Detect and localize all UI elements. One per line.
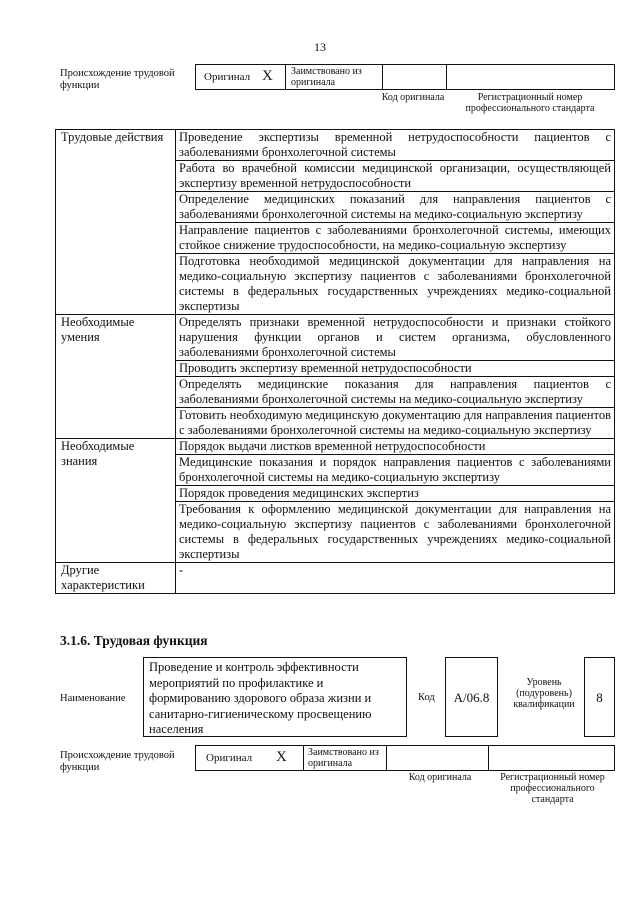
table-cell: Порядок выдачи листков временной нетрудоспособности: [176, 439, 615, 455]
page-number: 13: [314, 40, 326, 54]
original-label: Оригинал: [206, 752, 253, 764]
table-cell: Работа во врачебной комиссии медицинской организации, осуществляющей экспертизу временной нетрудоспособности: [176, 161, 615, 192]
table-row: [56, 439, 615, 455]
reg-caption: Регистрационный номер профессионального стандарта: [500, 772, 605, 805]
row-label: Необходимые знания: [56, 439, 176, 563]
code-caption: Код оригинала: [408, 772, 472, 783]
table-cell: Направление пациентов с заболеваниями бронхолегочной системы, имеющих стойкое снижение трудоспособности, на медико-социальную экспертизу: [176, 223, 615, 254]
table-row: [56, 315, 615, 361]
original-mark: X: [262, 68, 273, 84]
divider: [386, 745, 387, 771]
origin-label: Происхождение трудовой функции: [60, 750, 175, 773]
borrowed-label: Заимствовано из оригинала: [291, 66, 362, 88]
table-cell: Проводить экспертизу временной нетрудоспособности: [176, 361, 615, 377]
table-row: [56, 130, 615, 161]
table-cell: -: [176, 563, 615, 594]
divider: [382, 64, 383, 90]
level-value: 8: [584, 657, 615, 737]
table-cell: Медицинские показания и порядок направления пациентов с заболеваниями бронхолегочной системы на медико-социальную экспертизу: [176, 455, 615, 486]
table-cell: Проведение экспертизы временной нетрудоспособности пациентов с заболеваниями бронхолегочной системы: [176, 130, 615, 161]
table-cell: Требования к оформлению медицинской документации для направления на медико-социальную экспертизу пациентов с заболеваниями бронхолегочной системы в федеральных государственных учреждениях медико-социальной экспертизы: [176, 502, 615, 563]
borrowed-label: Заимствовано из оригинала: [308, 747, 379, 769]
divider: [446, 64, 447, 90]
table-cell: Порядок проведения медицинских экспертиз: [176, 486, 615, 502]
labor-function-table: [55, 129, 615, 594]
origin-table: [195, 64, 615, 90]
table-cell: Определение медицинских показаний для направления пациентов с заболеваниями бронхолегочной системы на медико-социальную экспертизу: [176, 192, 615, 223]
section-title: 3.1.6. Трудовая функция: [60, 633, 208, 648]
original-label: Оригинал: [204, 71, 251, 83]
table-cell: Определять признаки временной нетрудоспособности и признаки стойкого нарушения функции органов и систем организма, обусловленного заболеваниями бронхолегочной системы: [176, 315, 615, 361]
level-label: Уровень (подуровень) квалификации: [513, 677, 575, 710]
table-cell: Подготовка необходимой медицинской документации для направления на медико-социальную экспертизу пациентов с заболеваниями бронхолегочной системы в федеральных государственных учреждениях медико-социальной экспертизы: [176, 254, 615, 315]
original-mark: X: [276, 749, 287, 765]
name-label: Наименование: [60, 693, 126, 704]
row-label: Трудовые действия: [56, 130, 176, 315]
table-row: [56, 563, 615, 594]
code-label: Код: [418, 692, 435, 703]
code-caption: Код оригинала: [381, 92, 445, 103]
function-code: A/06.8: [445, 657, 498, 737]
function-name: Проведение и контроль эффективности мероприятий по профилактике и формированию здорового образа жизни и санитарно-гигиеническому просвещению населения: [143, 657, 407, 737]
origin-table: [195, 745, 615, 771]
origin-label: Происхождение трудовой функции: [60, 68, 175, 91]
table-cell: Определять медицинские показания для направления пациентов с заболеваниями бронхолегочной системы на медико-социальную экспертизу: [176, 377, 615, 408]
divider: [488, 745, 489, 771]
row-label: Другие характеристики: [56, 563, 176, 594]
row-label: Необходимые умения: [56, 315, 176, 439]
table-cell: Готовить необходимую медицинскую документацию для направления пациентов с заболеваниями бронхолегочной системы на медико-социальную экспертизу: [176, 408, 615, 439]
divider: [285, 64, 286, 90]
reg-caption: Регистрационный номер профессионального стандарта: [465, 92, 595, 114]
divider: [303, 745, 304, 771]
